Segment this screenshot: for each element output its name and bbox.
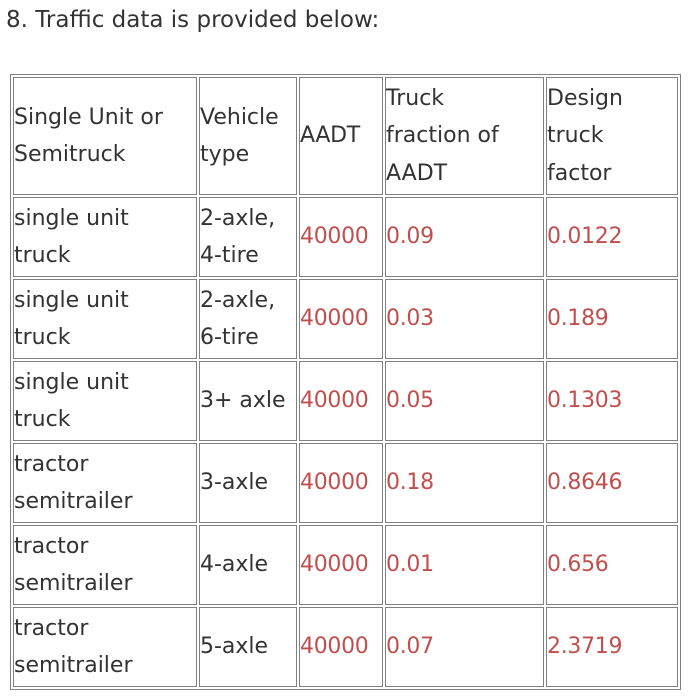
cell-unit: tractor semitrailer <box>13 607 197 687</box>
table-row <box>13 361 678 441</box>
cell-unit: tractor semitrailer <box>13 443 197 523</box>
cell-design-factor: 0.0122 <box>546 197 678 277</box>
cell-truck-fraction: 0.09 <box>385 197 544 277</box>
cell-vehicle-type: 5-axle <box>199 607 297 687</box>
table-row <box>13 443 678 523</box>
cell-unit: single unit truck <box>13 197 197 277</box>
header-design-truck-factor: Design truck factor <box>546 77 678 195</box>
cell-vehicle-type: 4-axle <box>199 525 297 605</box>
cell-vehicle-type: 3+ axle <box>199 361 297 441</box>
cell-aadt: 40000 <box>299 361 383 441</box>
cell-aadt: 40000 <box>299 607 383 687</box>
cell-aadt: 40000 <box>299 525 383 605</box>
cell-unit: single unit truck <box>13 279 197 359</box>
cell-truck-fraction: 0.01 <box>385 525 544 605</box>
table-row <box>13 525 678 605</box>
table-row <box>13 607 678 687</box>
cell-design-factor: 0.189 <box>546 279 678 359</box>
table-header-row <box>13 77 678 195</box>
cell-truck-fraction: 0.03 <box>385 279 544 359</box>
cell-design-factor: 2.3719 <box>546 607 678 687</box>
traffic-data-table-container <box>10 74 681 690</box>
cell-aadt: 40000 <box>299 443 383 523</box>
cell-truck-fraction: 0.18 <box>385 443 544 523</box>
table-row <box>13 279 678 359</box>
cell-vehicle-type: 2-axle, 4-tire <box>199 197 297 277</box>
header-vehicle-type: Vehicle type <box>199 77 297 195</box>
cell-vehicle-type: 3-axle <box>199 443 297 523</box>
cell-aadt: 40000 <box>299 279 383 359</box>
question-heading: 8. Traffic data is provided below: <box>6 7 380 33</box>
cell-aadt: 40000 <box>299 197 383 277</box>
cell-truck-fraction: 0.05 <box>385 361 544 441</box>
cell-design-factor: 0.656 <box>546 525 678 605</box>
cell-vehicle-type: 2-axle, 6-tire <box>199 279 297 359</box>
table-row <box>13 197 678 277</box>
header-truck-fraction: Truck fraction of AADT <box>385 77 544 195</box>
cell-design-factor: 0.8646 <box>546 443 678 523</box>
header-aadt: AADT <box>299 77 383 195</box>
cell-design-factor: 0.1303 <box>546 361 678 441</box>
cell-truck-fraction: 0.07 <box>385 607 544 687</box>
cell-unit: single unit truck <box>13 361 197 441</box>
traffic-data-table <box>10 74 681 690</box>
cell-unit: tractor semitrailer <box>13 525 197 605</box>
header-single-unit-or-semitruck: Single Unit or Semitruck <box>13 77 197 195</box>
